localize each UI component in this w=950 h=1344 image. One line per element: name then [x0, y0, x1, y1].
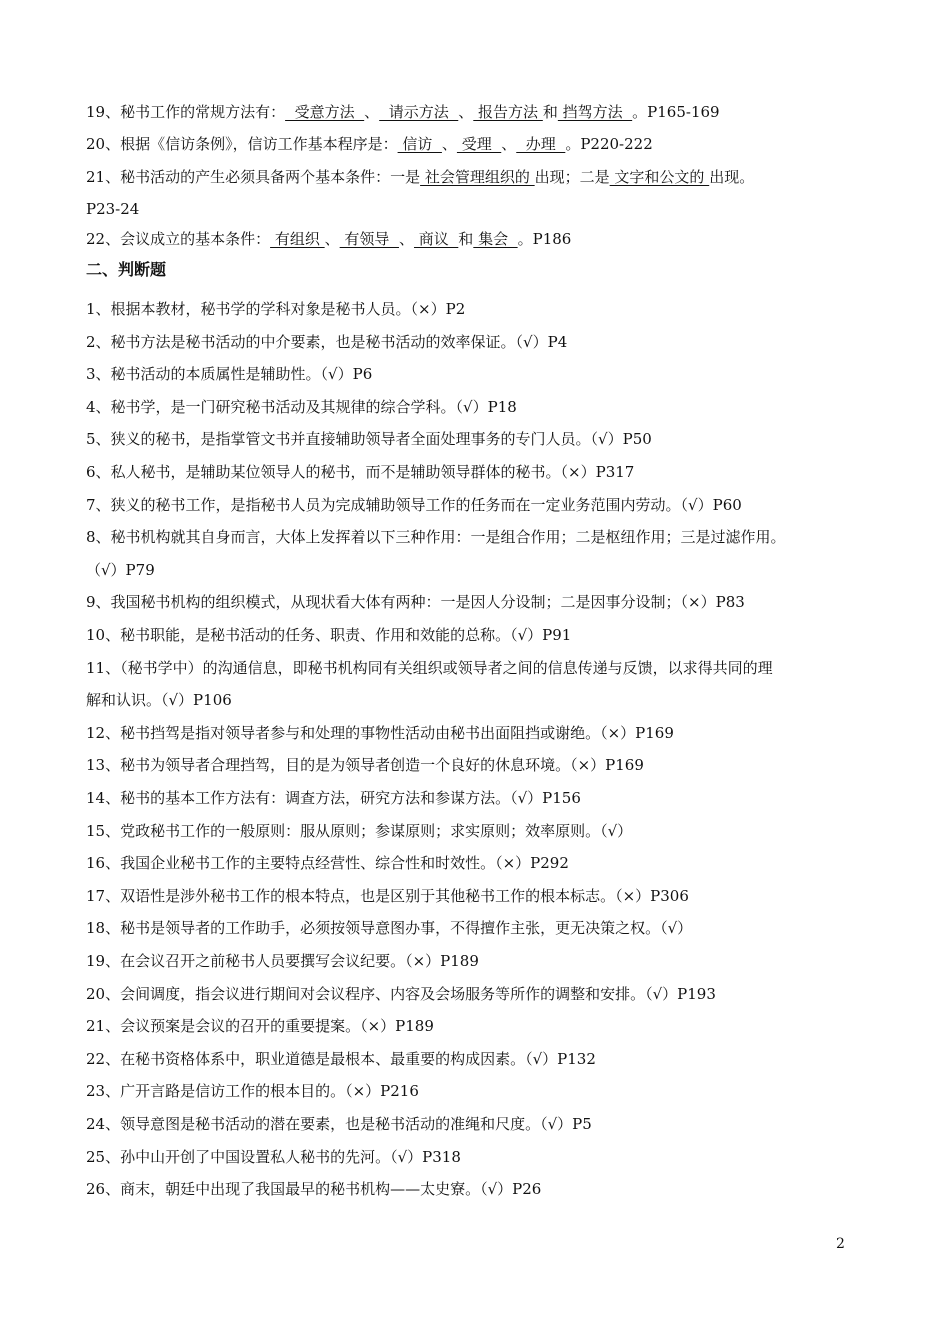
fill-in-question [86, 167, 886, 187]
section-title: 二、判断题 [86, 260, 167, 279]
answer-blank: 受理 [456, 135, 502, 153]
fill-in-question [86, 229, 886, 249]
judgment-item: 6、私人秘书，是辅助某位领导人的秘书，而不是辅助领导群体的秘书。（×）P317 [86, 463, 635, 481]
judgment-item: 13、秘书为领导者合理挡驾，目的是为领导者创造一个良好的休息环境。（×）P169 [86, 756, 644, 774]
judgment-item: 20、会间调度，指会议进行期间对会议程序、内容及会场服务等所作的调整和安排。（√）P193 [86, 985, 716, 1003]
answer-blank: 信访 [397, 135, 442, 153]
question-text: 21、秘书活动的产生必须具备两个基本条件：一是 [86, 168, 421, 186]
judgment-item: 3、秘书活动的本质属性是辅助性。（√）P6 [86, 365, 373, 383]
judgment-item: 22、在秘书资格体系中，职业道德是最根本、最重要的构成因素。（√）P132 [86, 1050, 596, 1068]
answer-blank: 集会 [473, 230, 518, 248]
answer-blank: 社会管理组织的 [420, 168, 535, 186]
question-text: 。P186 [517, 230, 572, 248]
judgment-item: （√）P79 [86, 561, 155, 579]
judgment-item: 1、根据本教材，秘书学的学科对象是秘书人员。（×）P2 [86, 300, 466, 318]
answer-blank: 受意方法 [285, 103, 365, 121]
judgment-item: 4、秘书学，是一门研究秘书活动及其规律的综合学科。（√）P18 [86, 398, 517, 416]
fill-in-question [86, 134, 886, 154]
question-text: 和 [458, 230, 474, 248]
question-text: 和 [542, 103, 558, 121]
judgment-item: 23、广开言路是信访工作的根本目的。（×）P216 [86, 1082, 419, 1100]
question-text: 、 [398, 230, 414, 248]
judgment-item: 18、秘书是领导者的工作助手，必须按领导意图办事，不得擅作主张，更无决策之权。（√） [86, 919, 693, 937]
question-text: 22、会议成立的基本条件： [86, 230, 271, 248]
question-text: 。P220-222 [565, 135, 653, 153]
question-text: 20、根据《信访条例》，信访工作基本程序是： [86, 135, 398, 153]
judgment-item: 9、我国秘书机构的组织模式，从现状看大体有两种：一是因人分设制；二是因事分设制；（×）P83 [86, 593, 745, 611]
question-text: 、 [324, 230, 340, 248]
page-number: 2 [836, 1236, 845, 1252]
answer-blank: 有组织 [270, 230, 325, 248]
judgment-item: 2、秘书方法是秘书活动的中介要素，也是秘书活动的效率保证。（√）P4 [86, 333, 568, 351]
fill-in-question [86, 199, 886, 219]
answer-blank: 挡驾方法 [557, 103, 633, 121]
judgment-item: 26、商末，朝廷中出现了我国最早的秘书机构——太史寮。（√）P26 [86, 1180, 542, 1198]
judgment-item: 12、秘书挡驾是指对领导者参与和处理的事物性活动由秘书出面阻挡或谢绝。（×）P169 [86, 724, 674, 742]
answer-blank: 文字和公文的 [609, 168, 710, 186]
judgment-item: 21、会议预案是会议的召开的重要提案。（×）P189 [86, 1017, 434, 1035]
judgment-item: 10、秘书职能，是秘书活动的任务、职责、作用和效能的总称。（√）P91 [86, 626, 572, 644]
fill-in-question [86, 102, 886, 122]
judgment-item: 19、在会议召开之前秘书人员要撰写会议纪要。（×）P189 [86, 952, 479, 970]
question-text: 、 [364, 103, 380, 121]
question-text: 、 [441, 135, 457, 153]
judgment-item: 15、党政秘书工作的一般原则：服从原则；参谋原则；求实原则；效率原则。（√） [86, 822, 633, 840]
judgment-item: 17、双语性是涉外秘书工作的根本特点，也是区别于其他秘书工作的根本标志。（×）P306 [86, 887, 689, 905]
judgment-item: 14、秘书的基本工作方法有：调查方法，研究方法和参谋方法。（√）P156 [86, 789, 581, 807]
judgment-item: 7、狭义的秘书工作，是指秘书人员为完成辅助领导工作的任务而在一定业务范围内劳动。（√）P60 [86, 496, 742, 514]
judgment-item: 16、我国企业秘书工作的主要特点经营性、综合性和时效性。（×）P292 [86, 854, 569, 872]
question-text: P23-24 [86, 200, 140, 218]
question-text: 、 [501, 135, 517, 153]
judgment-item: 解和认识。（√）P106 [86, 691, 232, 709]
answer-blank: 有领导 [339, 230, 399, 248]
question-text: 出现。 [709, 168, 755, 186]
question-text: 19、秘书工作的常规方法有： [86, 103, 286, 121]
answer-blank: 请示方法 [379, 103, 459, 121]
question-text: 出现；二是 [534, 168, 610, 186]
question-text: 。P165-169 [632, 103, 720, 121]
judgment-item: 24、领导意图是秘书活动的潜在要素，也是秘书活动的准绳和尺度。（√）P5 [86, 1115, 592, 1133]
answer-blank: 报告方法 [473, 103, 543, 121]
judgment-item: 5、狭义的秘书，是指掌管文书并直接辅助领导者全面处理事务的专门人员。（√）P50 [86, 430, 652, 448]
judgment-item: 8、秘书机构就其自身而言，大体上发挥着以下三种作用：一是组合作用；二是枢纽作用；三是过滤作用。 [86, 528, 786, 546]
judgment-item: 11、（秘书学中）的沟通信息，即秘书机构同有关组织或领导者之间的信息传递与反馈，以求得共同的理 [86, 659, 773, 677]
judgment-item: 25、孙中山开创了中国设置私人秘书的先河。（√）P318 [86, 1148, 461, 1166]
answer-blank: 办理 [516, 135, 566, 153]
question-text: 、 [458, 103, 474, 121]
answer-blank: 商议 [413, 230, 459, 248]
